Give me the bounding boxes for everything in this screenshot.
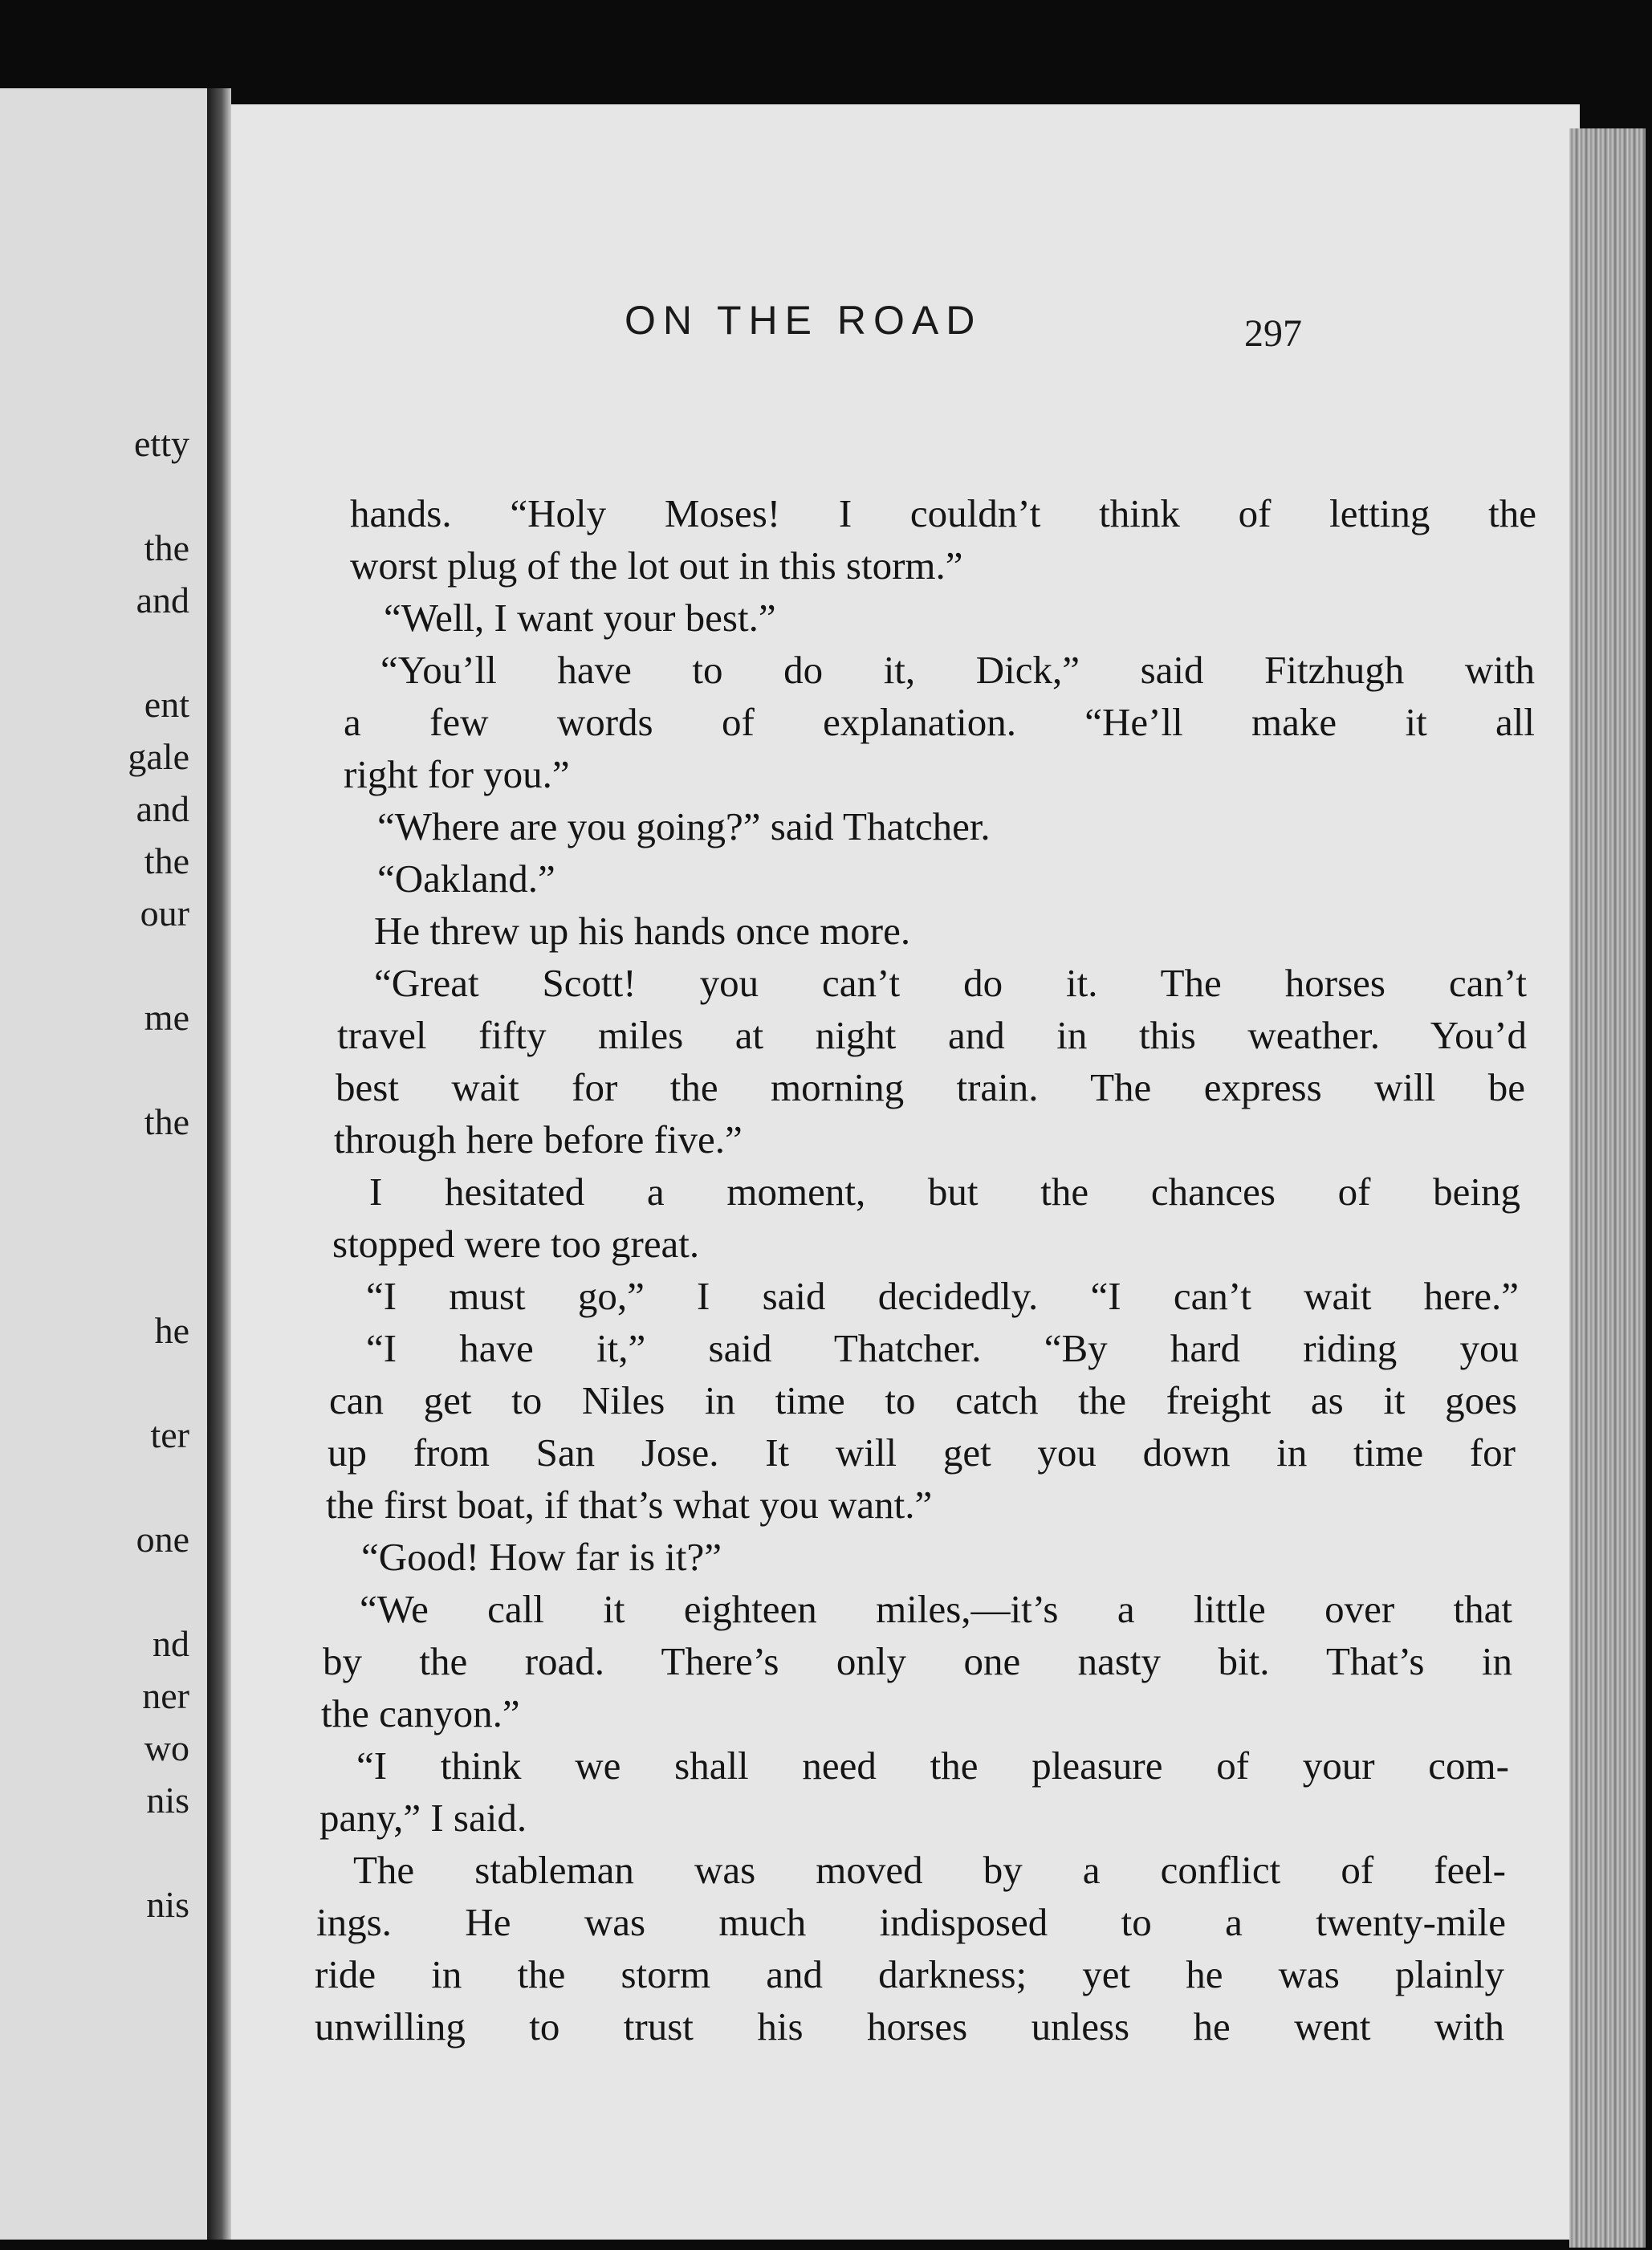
text-line: “Good! How far is it?” <box>361 1535 722 1579</box>
text-line: “Well, I want your best.” <box>384 596 776 640</box>
text-line: can get to Niles in time to catch the freight as it goes <box>329 1378 1517 1422</box>
text-line: worst plug of the lot out in this storm.” <box>350 543 963 588</box>
text-line: “You’ll have to do it, Dick,” said Fitzhugh with <box>380 648 1535 692</box>
left-page-text: ent <box>144 684 189 725</box>
text-line: The stableman was moved by a conflict of feel- <box>353 1848 1506 1892</box>
text-line: best wait for the morning train. The express will be <box>336 1065 1525 1109</box>
text-line: “I must go,” I said decidedly. “I can’t wait here.” <box>366 1274 1519 1318</box>
running-title: ON THE ROAD <box>625 298 983 343</box>
text-line: the canyon.” <box>321 1691 520 1735</box>
text-line: “I think we shall need the pleasure of your com- <box>356 1743 1509 1788</box>
left-page-text: etty <box>134 423 189 464</box>
left-page-text: and <box>136 580 189 620</box>
left-page-text: nis <box>146 1780 189 1821</box>
text-line: a few words of explanation. “He’ll make it all <box>344 700 1535 744</box>
left-page-text: nis <box>146 1884 189 1925</box>
left-page-text: ner <box>142 1675 189 1716</box>
book-page <box>231 104 1580 2240</box>
left-page-text: the <box>144 1101 189 1142</box>
left-page-text: gale <box>128 736 189 777</box>
text-line: ride in the storm and darkness; yet he was plainly <box>315 1952 1504 1996</box>
left-page-text: me <box>144 997 189 1038</box>
page-edges <box>1569 128 1646 2248</box>
text-line: through here before five.” <box>334 1117 743 1162</box>
text-line: “Great Scott! you can’t do it. The horses can’t <box>374 961 1527 1005</box>
left-page-text: ter <box>150 1414 189 1455</box>
text-line: I hesitated a moment, but the chances of being <box>369 1170 1520 1214</box>
text-line: stopped were too great. <box>332 1222 700 1266</box>
text-line: ings. He was much indisposed to a twenty-mile <box>316 1900 1506 1944</box>
left-page-text: wo <box>144 1727 189 1768</box>
left-page-text: the <box>144 527 189 568</box>
left-page-text: and <box>136 788 189 829</box>
text-line: the first boat, if that’s what you want.” <box>326 1483 933 1527</box>
text-line: by the road. There’s only one nasty bit. That’s in <box>323 1639 1512 1683</box>
text-line: “Oakland.” <box>377 856 555 901</box>
page-number: 297 <box>1244 312 1302 355</box>
text-line: pany,” I said. <box>319 1796 527 1840</box>
text-line: “I have it,” said Thatcher. “By hard riding you <box>366 1326 1519 1370</box>
previous-page-fragment <box>0 88 212 2240</box>
text-line: up from San Jose. It will get you down in time for <box>328 1430 1516 1475</box>
left-page-text: nd <box>153 1623 189 1664</box>
book-gutter <box>207 88 231 2240</box>
left-page-text: he <box>154 1310 189 1351</box>
text-line: He threw up his hands once more. <box>374 909 911 953</box>
text-line: unwilling to trust his horses unless he went with <box>315 2004 1504 2049</box>
text-line: right for you.” <box>344 752 570 796</box>
left-page-text: one <box>136 1519 189 1560</box>
text-line: “We call it eighteen miles,—it’s a little over that <box>360 1587 1512 1631</box>
left-page-text: our <box>140 893 189 934</box>
text-line: hands. “Holy Moses! I couldn’t think of letting the <box>350 491 1536 535</box>
text-line: “Where are you going?” said Thatcher. <box>377 804 991 848</box>
left-page-text: the <box>144 840 189 881</box>
text-line: travel fifty miles at night and in this weather. You’d <box>337 1013 1527 1057</box>
